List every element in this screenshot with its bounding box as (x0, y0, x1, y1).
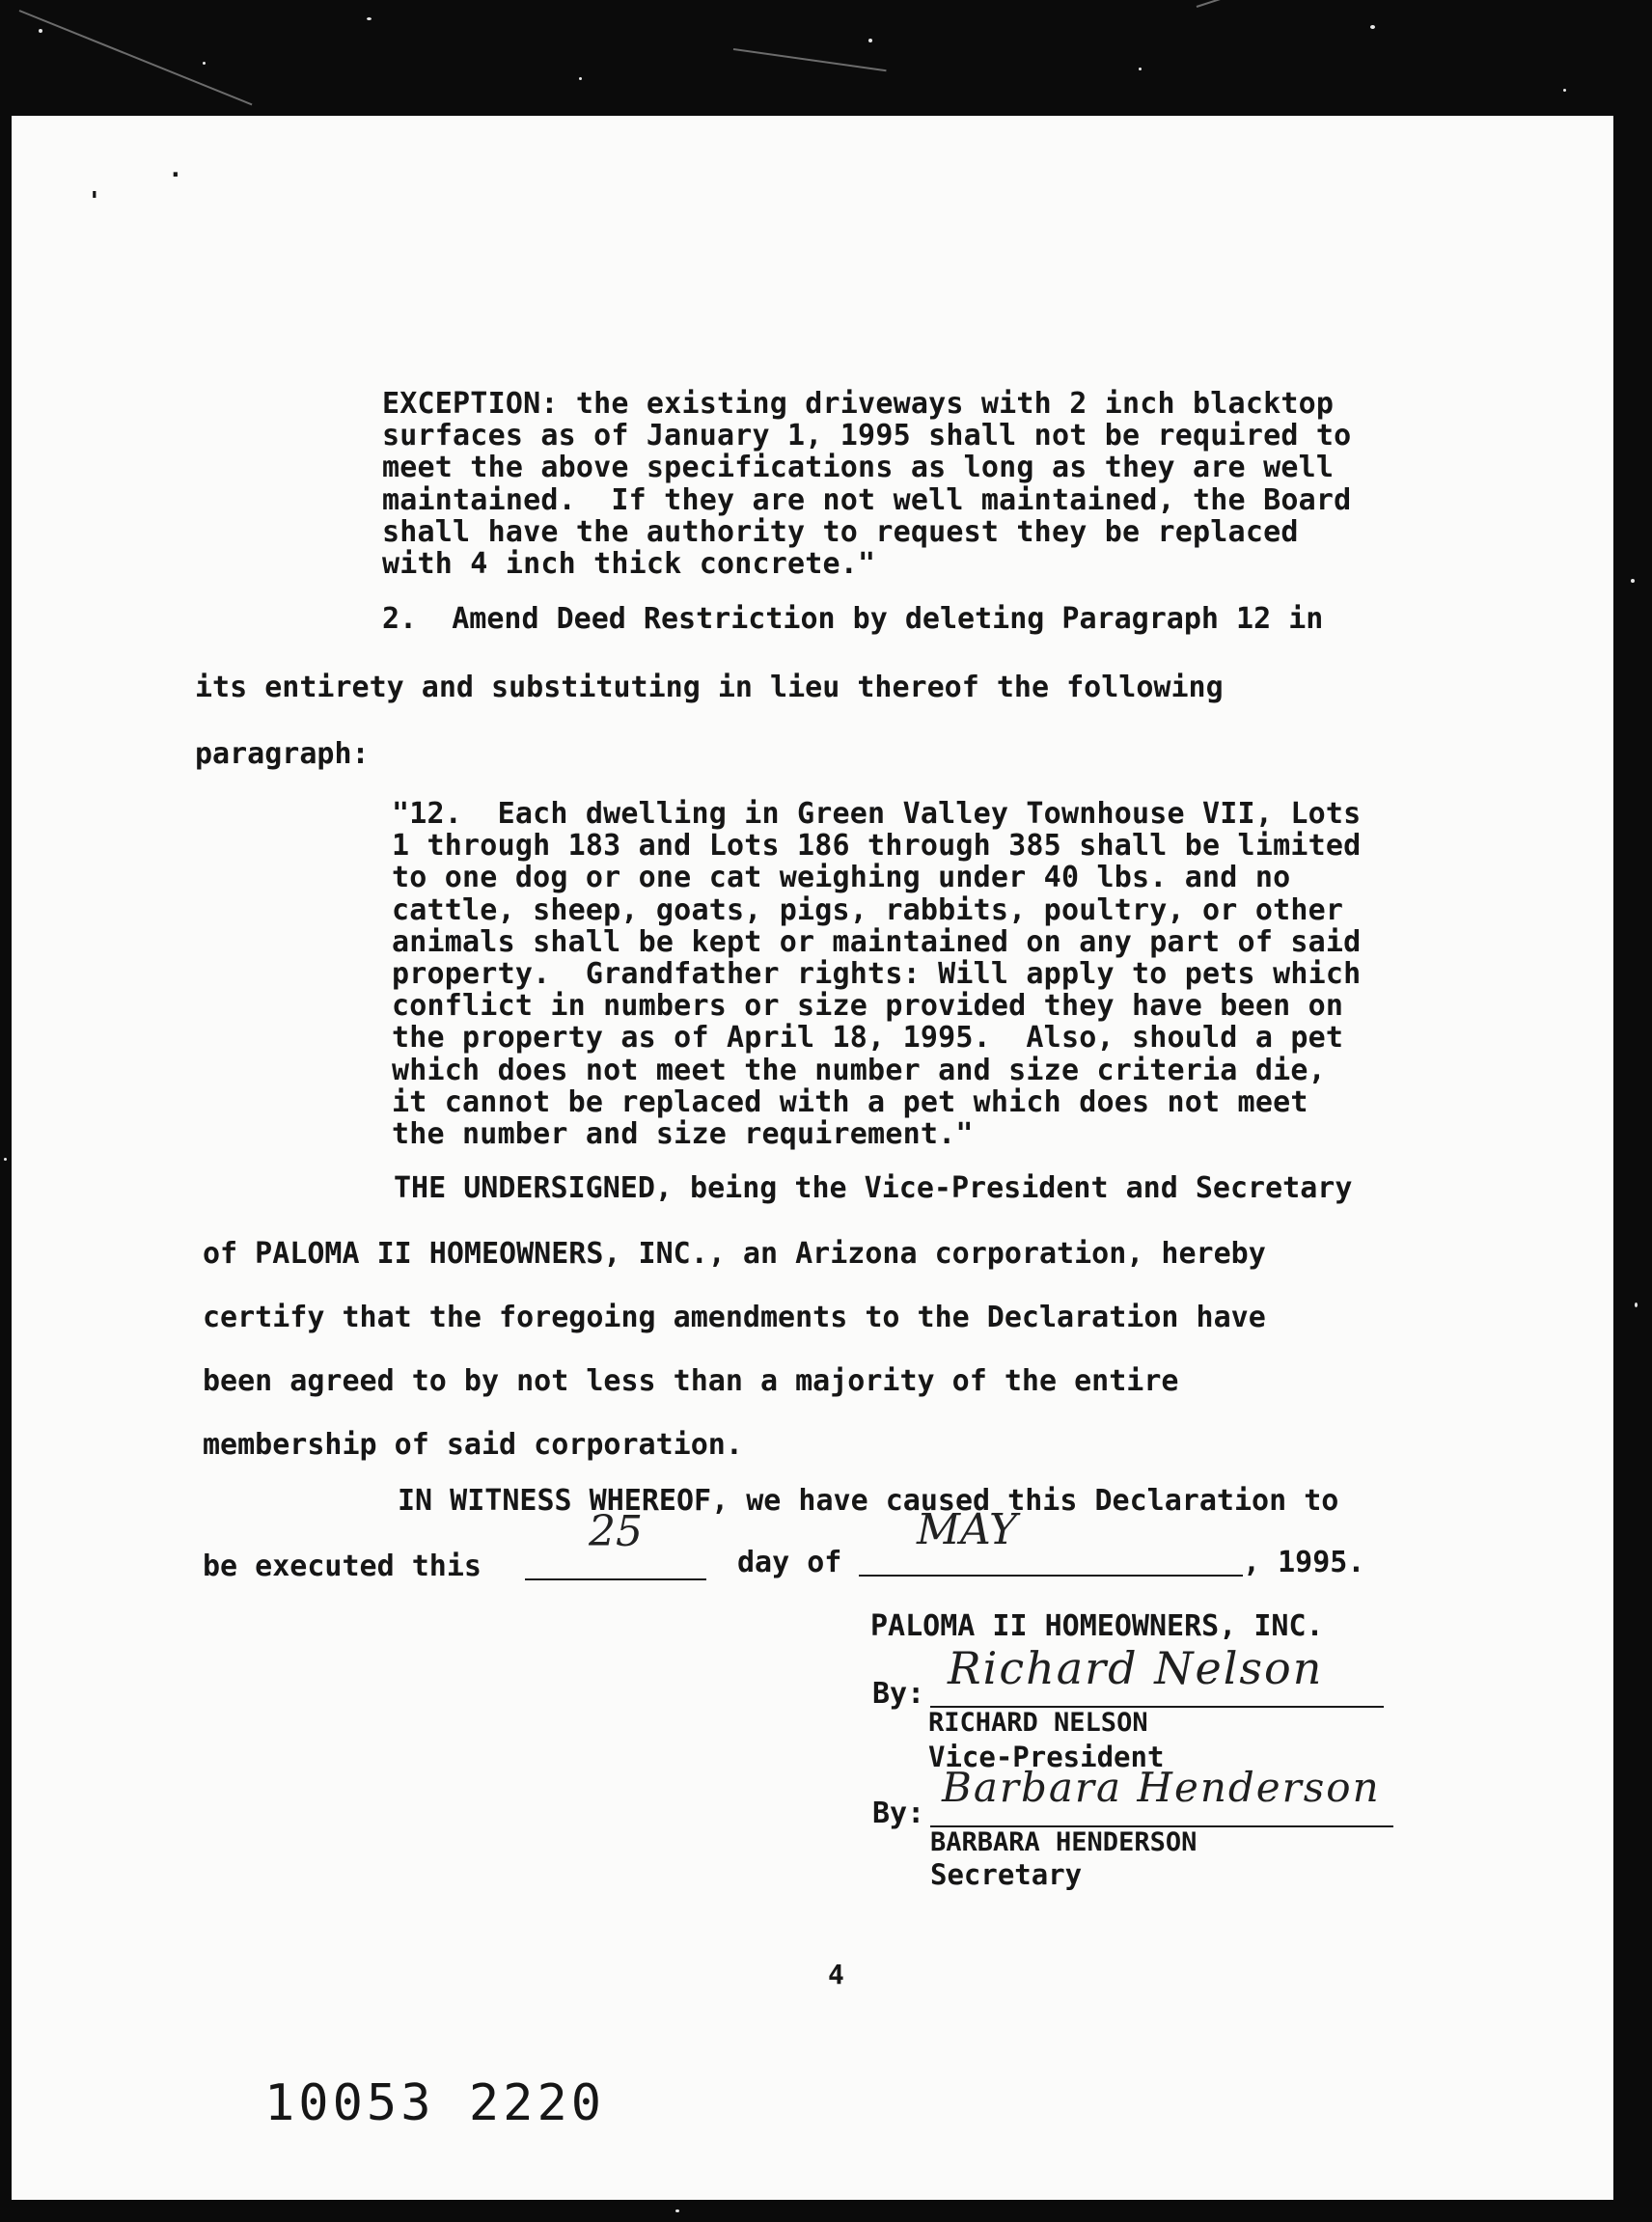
stray-mark: . (168, 154, 183, 183)
exception-paragraph: EXCEPTION: the existing driveways with 2 inch blacktop surfaces as of January 1, 1995 shall not be required to meet the above specifications as long as they are well maintained. If they are not well maintained, the Board shall have the authority to request they be replaced with 4 inch thick concrete." (382, 387, 1352, 582)
undersigned-line: been agreed to by not less than a majority of the entire (203, 1364, 1179, 1398)
stray-mark: ' (87, 187, 102, 216)
signature-richard-nelson: Richard Nelson (948, 1642, 1324, 1694)
undersigned-line: membership of said corporation. (203, 1428, 743, 1462)
undersigned-line: THE UNDERSIGNED, being the Vice-President and Secretary (394, 1171, 1353, 1205)
signer-name: BARBARA HENDERSON (930, 1827, 1198, 1857)
executed-suffix: , 1995. (1243, 1546, 1365, 1579)
amend-clause-line: paragraph: (195, 737, 370, 771)
document-page (12, 116, 1613, 2200)
signer-title: Secretary (930, 1858, 1083, 1891)
day-field: 25 (525, 1511, 706, 1580)
amend-clause-line: 2. Amend Deed Restriction by deleting Paragraph 12 in (382, 602, 1324, 636)
signer-title: Vice-President (928, 1741, 1165, 1773)
witness-line: IN WITNESS WHEREOF, we have caused this Declaration to (398, 1484, 1339, 1518)
company-name: PALOMA II HOMEOWNERS, INC. (870, 1609, 1324, 1643)
amend-clause-line: its entirety and substituting in lieu thereof the following (195, 671, 1224, 704)
page-number: 4 (828, 1959, 844, 1990)
signer-name: RICHARD NELSON (928, 1708, 1148, 1738)
by-label: By: (872, 1677, 925, 1711)
document-number: 10053 2220 (264, 2074, 606, 2132)
executed-prefix: be executed this (203, 1550, 482, 1583)
undersigned-line: of PALOMA II HOMEOWNERS, INC., an Arizona corporation, hereby (203, 1237, 1266, 1271)
month-field: MAY (859, 1509, 1243, 1577)
executed-middle: day of (737, 1546, 842, 1579)
signature-barbara-henderson: Barbara Henderson (942, 1764, 1381, 1811)
undersigned-line: certify that the foregoing amendments to the Declaration have (203, 1301, 1266, 1334)
paragraph-12: "12. Each dwelling in Green Valley Townhouse VII, Lots 1 through 183 and Lots 186 through 385 shall be limited to one dog or one cat weighing under 40 lbs. and no cattle, sheep, goats, pigs, rabbits, poultry, or other animals shall be kept or maintained on any part of said property. Grandfather rights: Will apply to pets which conflict in numbers or size provided they have been on the property as of April 18, 1995. Also, should a pet which does not meet the number and size criteria die, it cannot be replaced with a pet which does not meet the number and size requirement." (392, 797, 1362, 1152)
by-label: By: (872, 1797, 925, 1830)
